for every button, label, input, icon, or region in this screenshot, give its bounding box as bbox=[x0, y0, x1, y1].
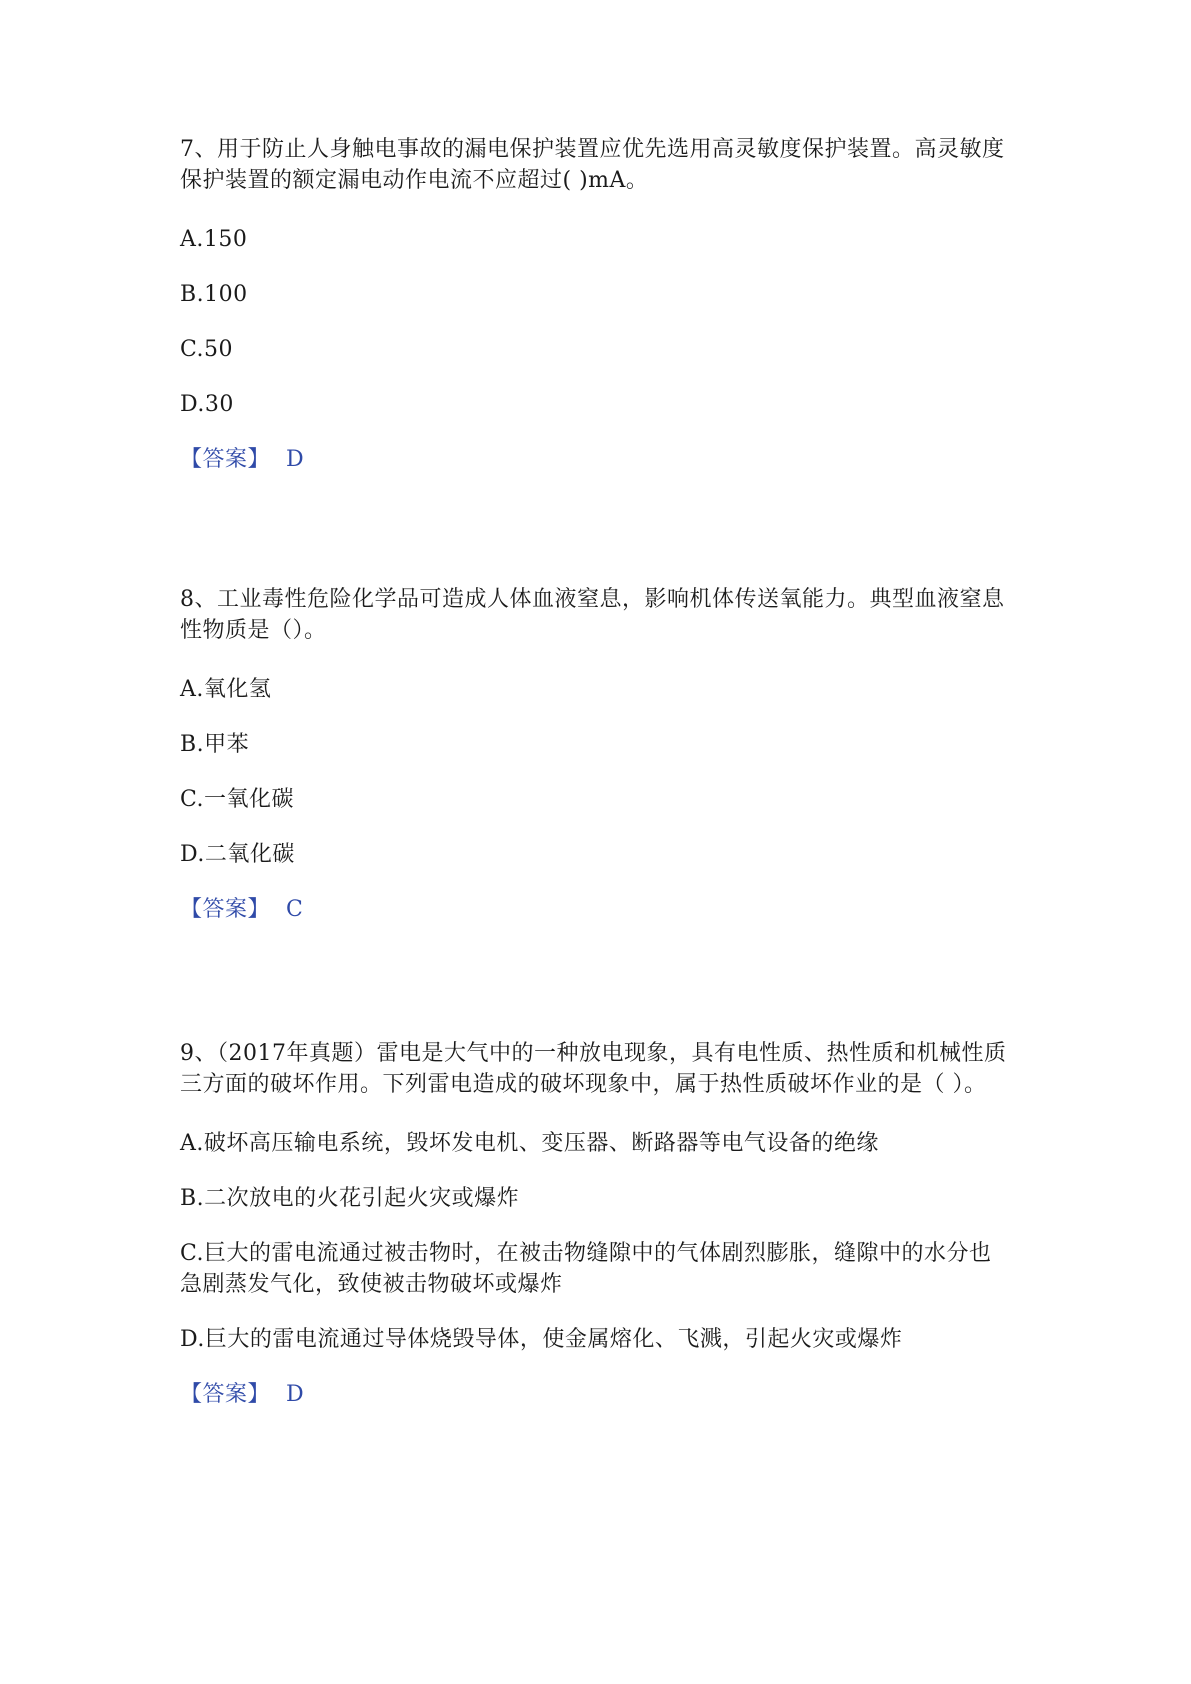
answer-label: 【答案】 bbox=[180, 897, 271, 922]
option-b: B.100 bbox=[180, 282, 248, 307]
answer-label: 【答案】 bbox=[180, 447, 271, 472]
question-9 bbox=[180, 1038, 1010, 1410]
answer-line bbox=[180, 894, 1010, 925]
answer-line bbox=[180, 444, 1010, 475]
option-b: B.甲苯 bbox=[180, 732, 250, 757]
option-c: C.巨大的雷电流通过被击物时，在被击物缝隙中的气体剧烈膨胀，缝隙中的水分也急剧蒸发气化，致使被击物破坏或爆炸 bbox=[180, 1241, 992, 1297]
question-stem: 8、工业毒性危险化学品可造成人体血液窒息，影响机体传送氧能力。典型血液窒息性物质是（）。 bbox=[180, 587, 1005, 643]
option-d: D.30 bbox=[180, 392, 234, 417]
answer-value: D bbox=[286, 447, 305, 472]
question-stem: 9、（2017年真题）雷电是大气中的一种放电现象，具有电性质、热性质和机械性质三方面的破坏作用。下列雷电造成的破坏现象中，属于热性质破坏作业的是（ ）。 bbox=[180, 1041, 1007, 1097]
question-7 bbox=[180, 134, 1010, 475]
answer-label: 【答案】 bbox=[180, 1382, 271, 1407]
question-8 bbox=[180, 584, 1010, 925]
option-c: C.50 bbox=[180, 337, 234, 362]
option-c: C.一氧化碳 bbox=[180, 787, 295, 812]
answer-value: C bbox=[286, 897, 304, 922]
option-a: A.破坏高压输电系统，毁坏发电机、变压器、断路器等电气设备的绝缘 bbox=[180, 1131, 879, 1156]
option-a: A.氧化氢 bbox=[180, 677, 272, 702]
answer-value: D bbox=[286, 1382, 305, 1407]
option-d: D.二氧化碳 bbox=[180, 842, 295, 867]
question-stem: 7、用于防止人身触电事故的漏电保护装置应优先选用高灵敏度保护装置。高灵敏度保护装置的额定漏电动作电流不应超过( )mA。 bbox=[180, 137, 1005, 193]
option-a: A.150 bbox=[180, 227, 248, 252]
option-b: B.二次放电的火花引起火灾或爆炸 bbox=[180, 1186, 520, 1211]
option-d: D.巨大的雷电流通过导体烧毁导体，使金属熔化、飞溅，引起火灾或爆炸 bbox=[180, 1327, 903, 1352]
answer-line bbox=[180, 1379, 1010, 1410]
